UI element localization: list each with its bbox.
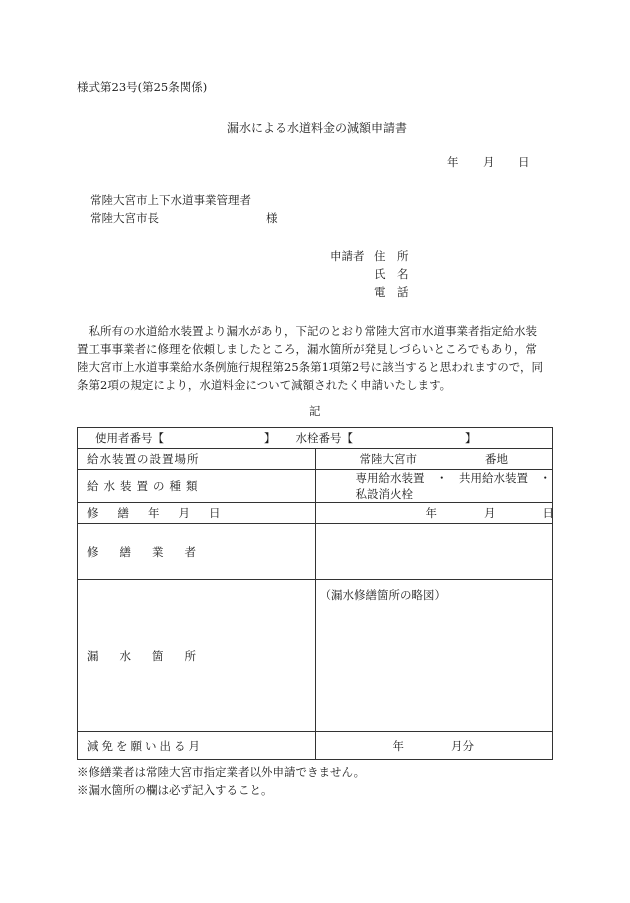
exempt-label: 減免を願い出る月 bbox=[87, 738, 203, 753]
leak-note: （漏水修繕箇所の略図） bbox=[319, 588, 446, 602]
note-line: ※漏水箇所の欄は必ず記入すること。 bbox=[77, 783, 273, 797]
repair-year: 年 bbox=[425, 506, 437, 520]
meter-number-close: 】 bbox=[465, 431, 477, 445]
date-month: 月 bbox=[483, 155, 495, 169]
repair-day: 日 bbox=[542, 506, 554, 520]
application-table bbox=[77, 427, 563, 760]
request-body bbox=[77, 322, 555, 394]
exempt-month: 月分 bbox=[451, 738, 474, 753]
repairer-cell[interactable] bbox=[315, 524, 553, 580]
body-line: 陸大宮市上水道事業給水条例施行規程第25条第1項第2号に該当すると思われますので，同 bbox=[77, 360, 544, 374]
user-number-close: 】 bbox=[264, 431, 276, 445]
exempt-row bbox=[78, 732, 553, 760]
location-banchi: 番地 bbox=[485, 452, 508, 466]
body-line: 私所有の水道給水装置より漏水があり，下記のとおり常陸大宮市水道事業者指定給水装 bbox=[77, 324, 537, 338]
date-day: 日 bbox=[518, 155, 530, 169]
leak-row bbox=[78, 580, 553, 732]
repair-date-cell[interactable] bbox=[315, 503, 553, 524]
location-city: 常陸大宮市 bbox=[359, 452, 417, 466]
body-line: 条第2項の規定により，水道料金について減額されたく申請いたします。 bbox=[77, 378, 452, 392]
meter-number-label: 水栓番号【 bbox=[295, 431, 353, 445]
numbers-row bbox=[78, 428, 553, 449]
exempt-year: 年 bbox=[392, 738, 404, 753]
leak-sketch-area[interactable] bbox=[315, 580, 553, 732]
repair-date-label: 修繕年月日 bbox=[87, 506, 240, 520]
location-label: 給水装置の設置場所 bbox=[87, 452, 200, 466]
applicant-address-label: 住 所 bbox=[374, 249, 409, 263]
repairer-row bbox=[78, 524, 553, 580]
type-label: 給水装置の種類 bbox=[87, 479, 203, 493]
document-title: 漏水による水道料金の減額申請書 bbox=[227, 121, 408, 135]
type-options[interactable]: 専用給水装置 ・ 共用給水装置 ・ 私設消火栓 bbox=[315, 470, 553, 503]
applicant-label: 申請者 bbox=[330, 249, 365, 263]
applicant-name-label: 氏 名 bbox=[374, 267, 409, 281]
repairer-label: 修繕業者 bbox=[87, 544, 217, 559]
type-row bbox=[78, 470, 553, 503]
leak-label: 漏水箇所 bbox=[87, 648, 217, 663]
notes bbox=[77, 763, 365, 799]
addressee-honorific: 様 bbox=[266, 211, 278, 225]
applicant-phone-label: 電 話 bbox=[374, 285, 409, 299]
user-number-label: 使用者番号【 bbox=[95, 431, 164, 445]
addressee-line-1: 常陸大宮市上下水道事業管理者 bbox=[90, 193, 251, 207]
user-number-input[interactable] bbox=[164, 431, 264, 445]
meter-number-input[interactable] bbox=[353, 431, 465, 445]
form-number: 様式第23号(第25条関係) bbox=[77, 80, 208, 94]
body-line: 置工事事業者に修理を依頼しましたところ，漏水箇所が発見しづらいところでもあり，常 bbox=[77, 342, 537, 356]
repair-date-row bbox=[78, 503, 553, 524]
location-row bbox=[78, 449, 553, 470]
addressee-line-2: 常陸大宮市長 bbox=[90, 211, 159, 225]
ki-heading: 記 bbox=[309, 404, 321, 418]
repair-month: 月 bbox=[484, 506, 496, 520]
exempt-cell[interactable] bbox=[315, 732, 553, 760]
location-cell[interactable] bbox=[315, 449, 553, 470]
note-line: ※修繕業者は常陸大宮市指定業者以外申請できません。 bbox=[77, 765, 366, 779]
date-year: 年 bbox=[447, 155, 459, 169]
